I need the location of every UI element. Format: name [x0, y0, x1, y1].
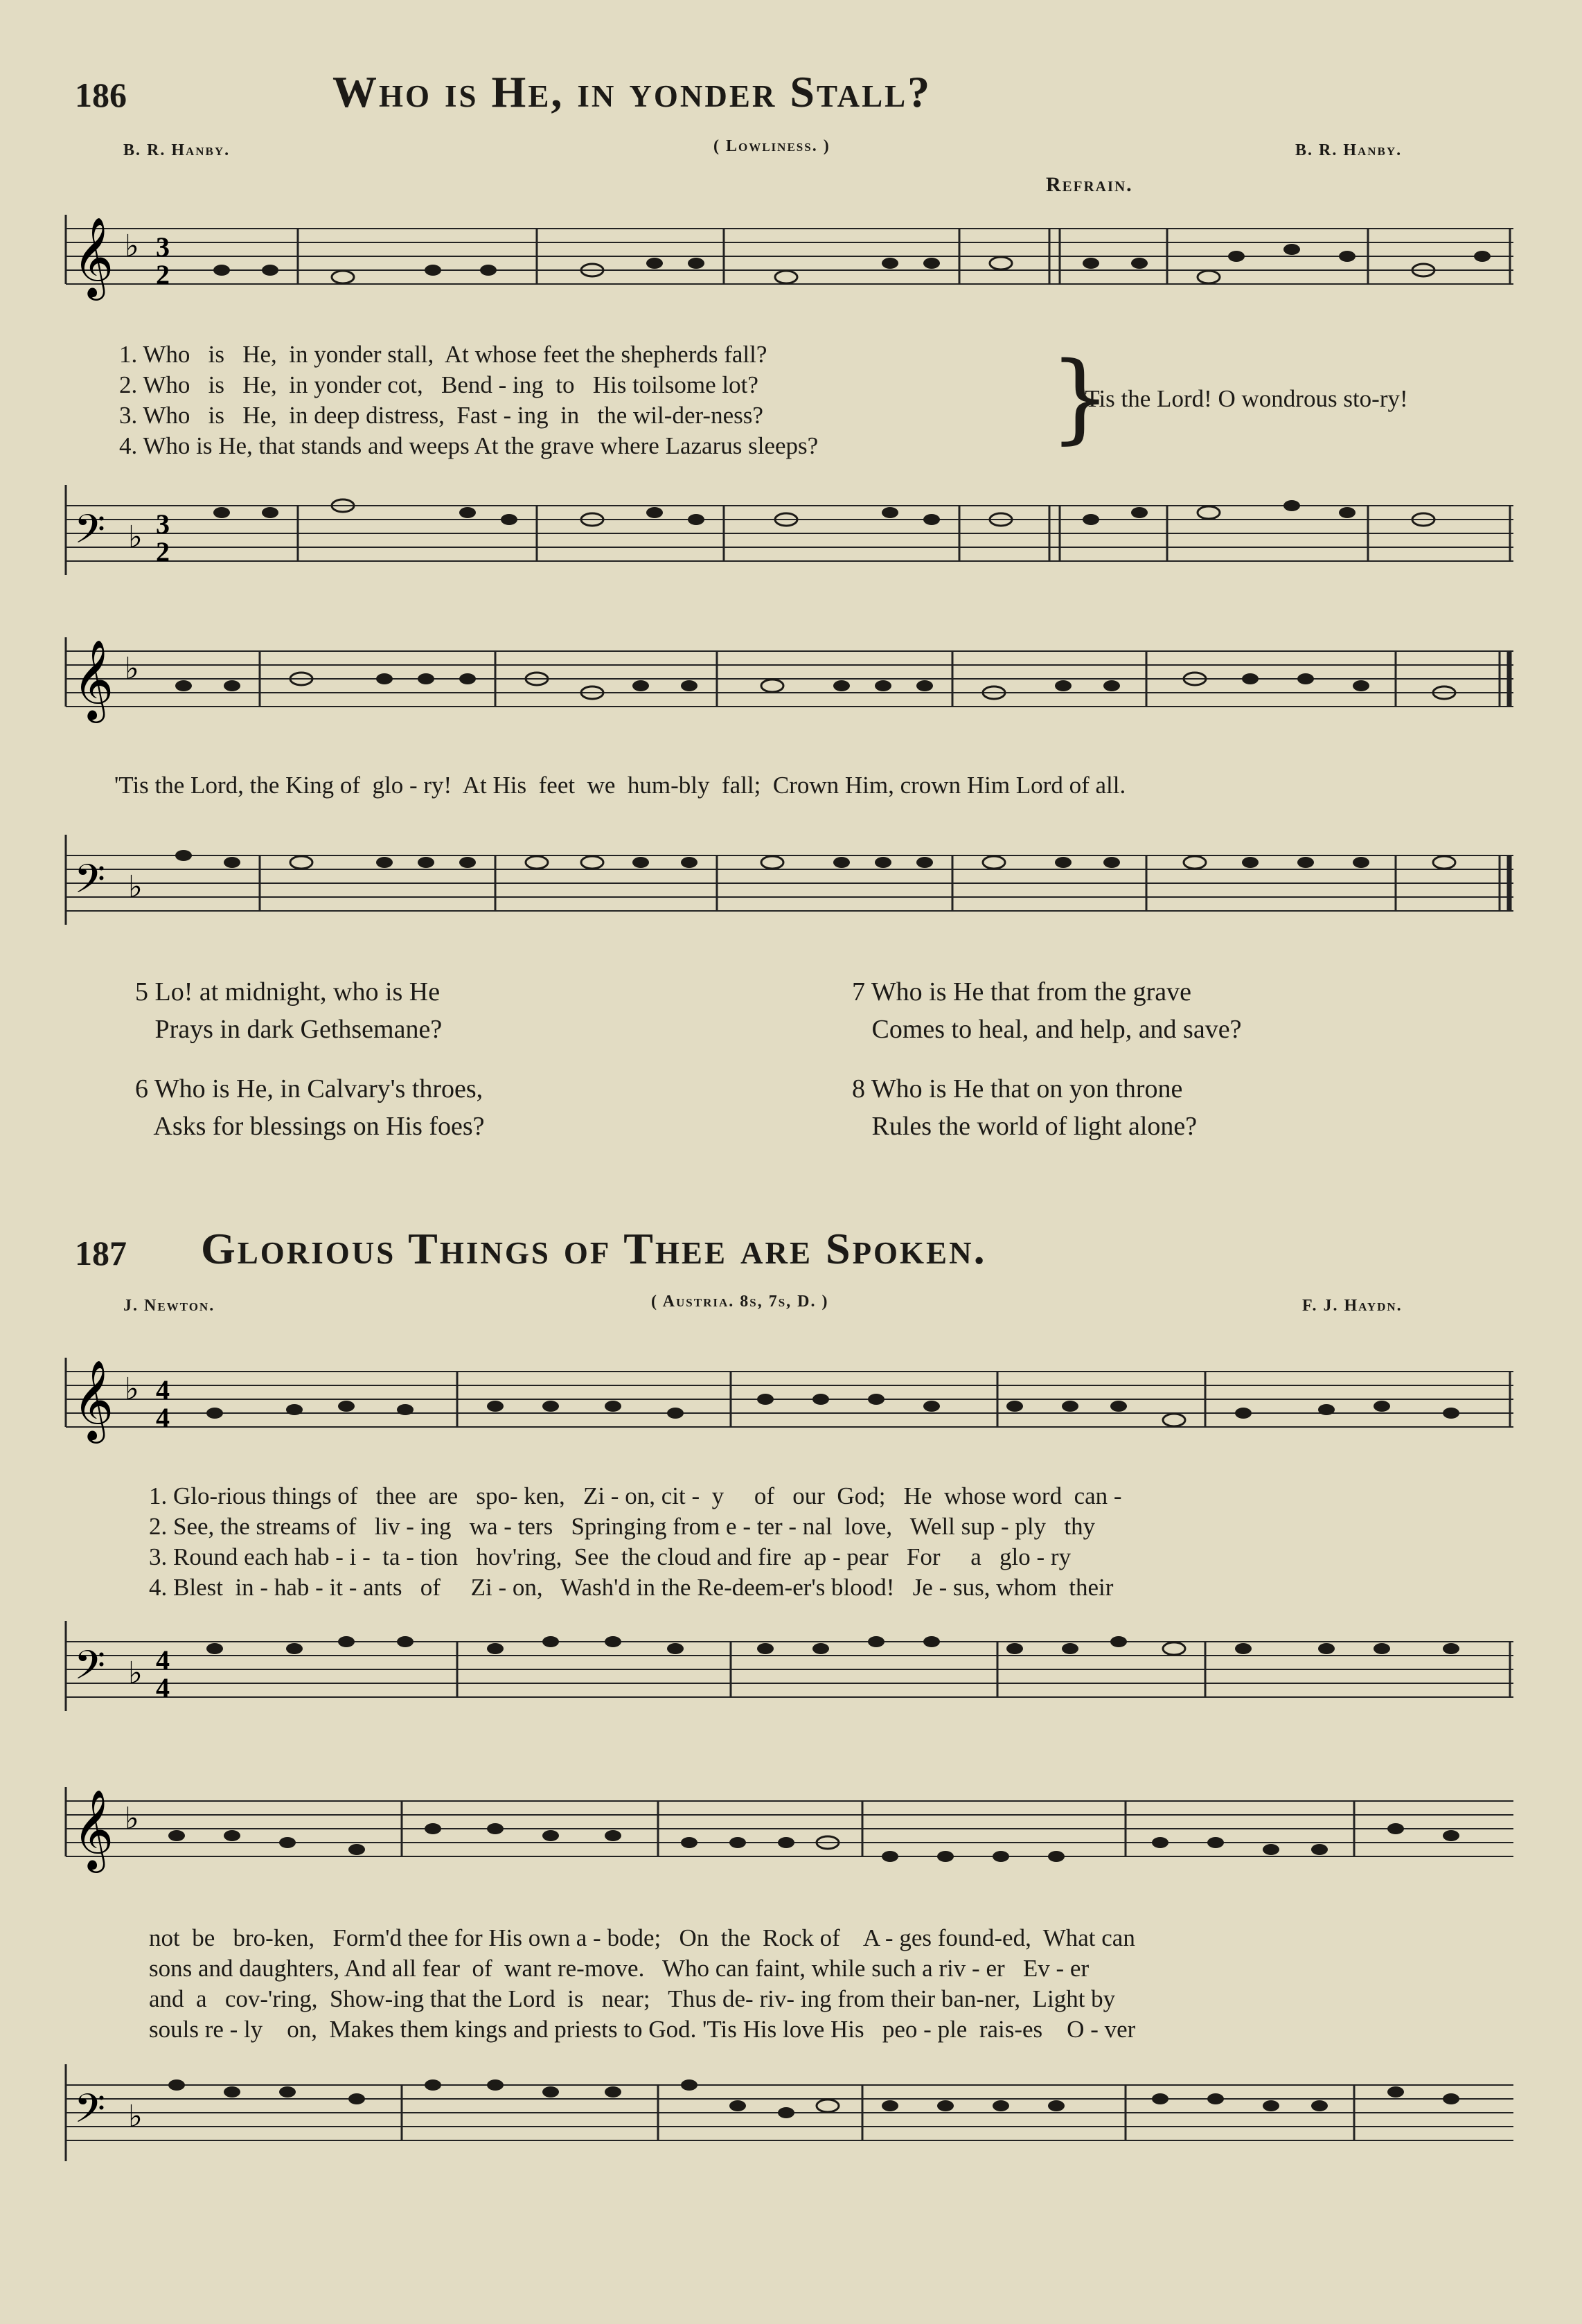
svg-text:4: 4 [156, 1374, 170, 1405]
hymn-186-composer: B. R. Hanby. [1295, 141, 1403, 159]
hymn-187-author: J. Newton. [123, 1297, 215, 1315]
svg-text:𝄢: 𝄢 [74, 1642, 106, 1698]
hymn-186-system1-treble [66, 215, 1513, 319]
svg-text:𝄞: 𝄞 [73, 216, 114, 297]
hymn-187-system2-treble [66, 1787, 1513, 1891]
svg-text:♭: ♭ [125, 1372, 139, 1407]
svg-text:𝄢: 𝄢 [74, 2085, 106, 2142]
svg-text:♭: ♭ [128, 520, 143, 555]
svg-text:♭: ♭ [128, 869, 143, 905]
svg-text:𝄞: 𝄞 [73, 1789, 114, 1870]
hymn-186-author: B. R. Hanby. [123, 141, 231, 159]
hymn-187-system1-treble [66, 1358, 1513, 1462]
svg-text:2: 2 [156, 536, 170, 567]
refrain-label: Refrain. [1046, 173, 1133, 196]
svg-text:3: 3 [156, 508, 170, 540]
hymn-186-system1-bass [66, 485, 1513, 589]
hymn-187-verse-4-part-b: souls re - ly on, Makes them kings and priests to God. 'Tis His love His peo - ple rais-es O - ver [149, 2016, 1136, 2043]
verse-5-line-2: Prays in dark Gethsemane? [135, 1015, 443, 1044]
svg-text:𝄞: 𝄞 [73, 639, 114, 720]
svg-text:♭: ♭ [125, 1801, 139, 1836]
hymn-186-verse-3: 3. Who is He, in deep distress, Fast - ing in the wil-der-ness? [119, 402, 763, 429]
verse-5-line-1: 5 Lo! at midnight, who is He [135, 977, 441, 1006]
hymn-186-system2-bass [66, 835, 1513, 939]
svg-text:2: 2 [156, 259, 170, 290]
hymn-187-tune: ( Austria. 8s, 7s, D. ) [651, 1293, 829, 1311]
verse-brace: } [1049, 341, 1112, 454]
hymn-186-verse-1: 1. Who is He, in yonder stall, At whose feet the shepherds fall? [119, 341, 767, 368]
hymn-187-title: Glorious Things of Thee are Spoken. [201, 1224, 987, 1273]
svg-text:♭: ♭ [128, 1656, 143, 1691]
hymn-187-system1-bass [66, 1621, 1513, 1725]
svg-text:♭: ♭ [125, 229, 139, 264]
svg-text:♭: ♭ [128, 2099, 143, 2134]
hymn-186-tune: ( Lowliness. ) [713, 137, 830, 155]
svg-text:𝄢: 𝄢 [74, 506, 106, 562]
hymn-187-verse-1-part-b: not be bro-ken, Form'd thee for His own a - bode; On the Rock of A - ges found-ed, What can [149, 1924, 1135, 1951]
verse-6-line-2: Asks for blessings on His foes? [135, 1112, 485, 1141]
svg-text:♭: ♭ [125, 651, 139, 686]
verse-7-line-2: Comes to heal, and help, and save? [852, 1015, 1242, 1044]
svg-text:3: 3 [156, 231, 170, 263]
verse-7-line-1: 7 Who is He that from the grave [852, 977, 1191, 1006]
svg-text:4: 4 [156, 1644, 170, 1676]
hymn-187-verse-2-part-b: sons and daughters, And all fear of want re-move. Who can faint, while such a riv - er Ev - er [149, 1955, 1090, 1982]
hymn-186-refrain-line-2: 'Tis the Lord, the King of glo - ry! At His feet we hum-bly fall; Crown Him, crown Him Lord of all. [114, 772, 1126, 799]
svg-text:4: 4 [156, 1402, 170, 1433]
hymn-186-verse-2: 2. Who is He, in yonder cot, Bend - ing to His toilsome lot? [119, 371, 758, 398]
hymn-186-verse-4: 4. Who is He, that stands and weeps At the grave where Lazarus sleeps? [119, 432, 819, 459]
hymn-186-refrain-line-1: 'Tis the Lord! O wondrous sto-ry! [1081, 385, 1408, 412]
hymn-187-composer: F. J. Haydn. [1302, 1297, 1403, 1315]
hymn-187-system2-bass [66, 2064, 1513, 2189]
verse-6-line-1: 6 Who is He, in Calvary's throes, [135, 1074, 483, 1103]
verse-8-line-1: 8 Who is He that on yon throne [852, 1074, 1183, 1103]
svg-text:𝄢: 𝄢 [74, 855, 106, 912]
hymn-186-number: 186 [75, 76, 127, 114]
svg-text:4: 4 [156, 1672, 170, 1703]
hymn-187-verse-3-part-a: 3. Round each hab - i - ta - tion hov'ring, See the cloud and fire ap - pear For a glo - ry [149, 1543, 1072, 1570]
hymn-187-verse-2-part-a: 2. See, the streams of liv - ing wa - ters Springing from e - ter - nal love, Well sup - ply thy [149, 1513, 1096, 1540]
hymn-186-system2-treble [66, 637, 1513, 741]
svg-text:𝄞: 𝄞 [73, 1359, 114, 1440]
hymn-187-number: 187 [75, 1234, 127, 1272]
hymn-187-verse-4-part-a: 4. Blest in - hab - it - ants of Zi - on, Wash'd in the Re-deem-er's blood! Je - sus, whom their [149, 1574, 1114, 1601]
hymn-187-verse-1-part-a: 1. Glo-rious things of thee are spo- ken, Zi - on, cit - y of our God; He whose word can - [149, 1482, 1122, 1509]
verse-8-line-2: Rules the world of light alone? [852, 1112, 1198, 1141]
hymn-187-verse-3-part-b: and a cov-'ring, Show-ing that the Lord is near; Thus de- riv- ing from their ban-ner, Light by [149, 1985, 1116, 2012]
hymn-186-title: Who is He, in yonder Stall? [332, 67, 932, 116]
